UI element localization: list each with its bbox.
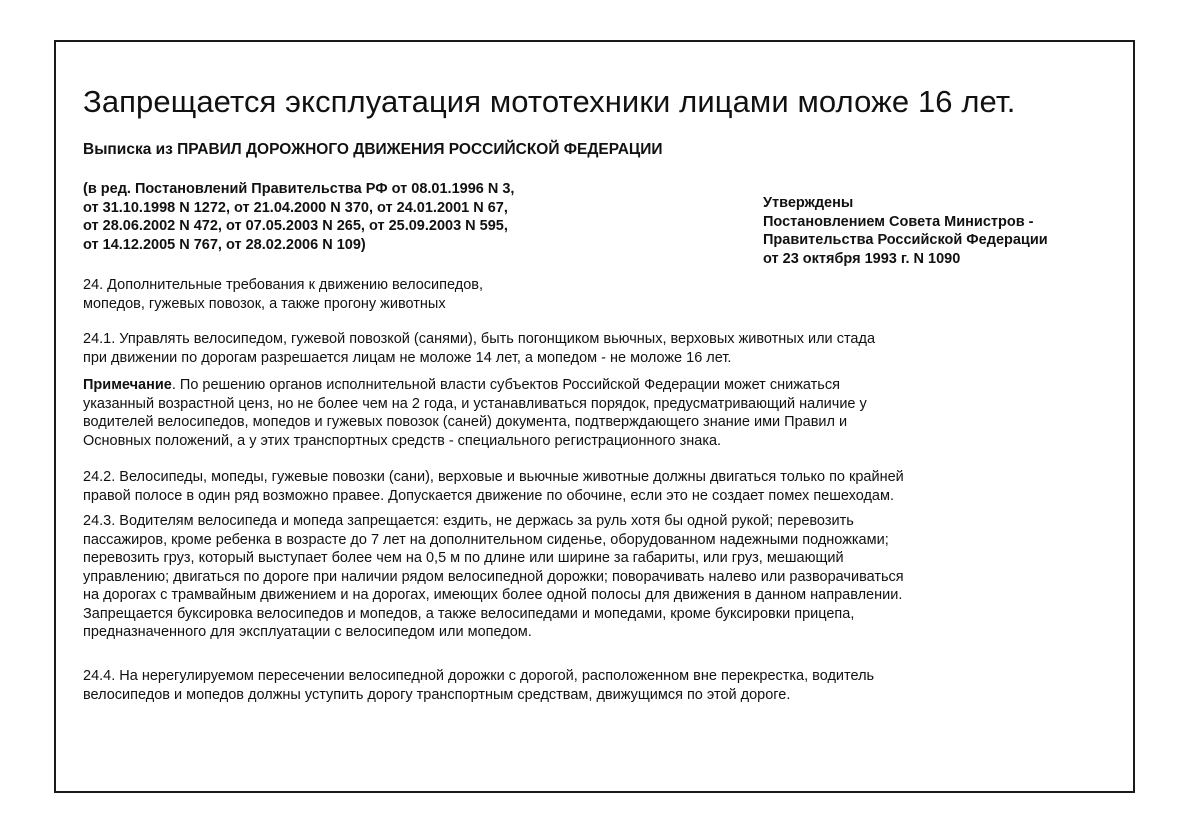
approval-line: Постановлением Совета Министров -: [763, 213, 1034, 230]
note-first-line-text: . По решению органов исполнительной власти субъектов Российской Федерации может снижаться: [171, 377, 840, 393]
paragraph-line: 24.2. Велосипеды, мопеды, гужевые повозки (сани), верховые и вьючные животные должны двигаться только по крайней: [83, 469, 904, 485]
paragraph-24-3: [83, 512, 1123, 642]
approval-line: Правительства Российской Федерации: [763, 232, 1048, 248]
amendments-block: [83, 180, 683, 254]
paragraph-24-1: [83, 330, 1123, 367]
amendments-line: от 14.12.2005 N 767, от 28.02.2006 N 109): [83, 236, 366, 253]
paragraph-line: предназначенного для эксплуатации с велосипедом или мопедом.: [83, 624, 532, 640]
amendments-line: от 31.10.1998 N 1272, от 21.04.2000 N 370, от 24.01.2001 N 67,: [83, 199, 508, 216]
paragraph-line: 24.3. Водителям велосипеда и мопеда запрещается: ездить, не держась за руль хотя бы одной рукой; перевозить: [83, 513, 854, 529]
paragraph-line: при движении по дорогам разрешается лицам не моложе 14 лет, а мопедом - не моложе 16 лет.: [83, 349, 732, 366]
paragraph-line: управлению; двигаться по дороге при наличии рядом велосипедной дорожки; поворачивать налево или разворачиваться: [83, 568, 904, 585]
section-heading-line: 24. Дополнительные требования к движению велосипедов,: [83, 277, 483, 293]
paragraph-line: велосипедов и мопедов должны уступить дорогу транспортным средствам, движущимся по этой дороге.: [83, 686, 791, 703]
paragraph-line: перевозить груз, который выступает более чем на 0,5 м по длине или ширине за габариты, или груз, мешающий: [83, 550, 844, 566]
section-heading: [83, 276, 1123, 313]
amendments-line: от 28.06.2002 N 472, от 07.05.2003 N 265, от 25.09.2003 N 595,: [83, 218, 508, 234]
paragraph-line: правой полосе в один ряд возможно правее. Допускается движение по обочине, если это не создает помех пешеходам.: [83, 487, 894, 504]
paragraph-line: 24.1. Управлять велосипедом, гужевой повозкой (санями), быть погонщиком вьючных, верховых животных или стада: [83, 331, 876, 347]
note-line: водителей велосипедов, мопедов и гужевых повозок (саней) документа, подтверждающего знание ими Правил и: [83, 414, 848, 430]
approval-line: от 23 октября 1993 г. N 1090: [763, 250, 961, 267]
paragraph-line: пассажиров, кроме ребенка в возрасте до 7 лет на дополнительном сиденье, оборудованном надежными подножками;: [83, 531, 889, 548]
note-label: Примечание: [83, 377, 172, 393]
amendments-line: (в ред. Постановлений Правительства РФ от 08.01.1996 N 3,: [83, 181, 515, 197]
paragraph-24-2: [83, 468, 1123, 505]
note-paragraph: [83, 376, 1123, 450]
section-heading-line: мопедов, гужевых повозок, а также прогону животных: [83, 295, 446, 312]
document-title: Запрещается эксплуатация мототехники лицами моложе 16 лет.: [83, 84, 1016, 119]
paragraph-24-4: [83, 667, 1123, 704]
approval-block: [763, 194, 1048, 268]
document-subtitle: Выписка из ПРАВИЛ ДОРОЖНОГО ДВИЖЕНИЯ РОССИЙСКОЙ ФЕДЕРАЦИИ: [83, 141, 663, 158]
paragraph-line: на дорогах с трамвайным движением и на дорогах, имеющих более одной полосы для движения в данном направлении.: [83, 587, 903, 603]
note-first-line: [83, 376, 1123, 395]
approval-line: Утверждены: [763, 195, 854, 211]
paragraph-line: Запрещается буксировка велосипедов и мопедов, а также велосипедами и мопедами, кроме буксировки прицепа,: [83, 605, 855, 622]
note-line: Основных положений, а у этих транспортных средств - специального регистрационного знака.: [83, 432, 722, 449]
note-line: указанный возрастной ценз, но не более чем на 2 года, и устанавливаться порядок, предусматривающий наличие у: [83, 395, 867, 412]
paragraph-line: 24.4. На нерегулируемом пересечении велосипедной дорожки с дорогой, расположенном вне перекрестка, водитель: [83, 668, 875, 684]
